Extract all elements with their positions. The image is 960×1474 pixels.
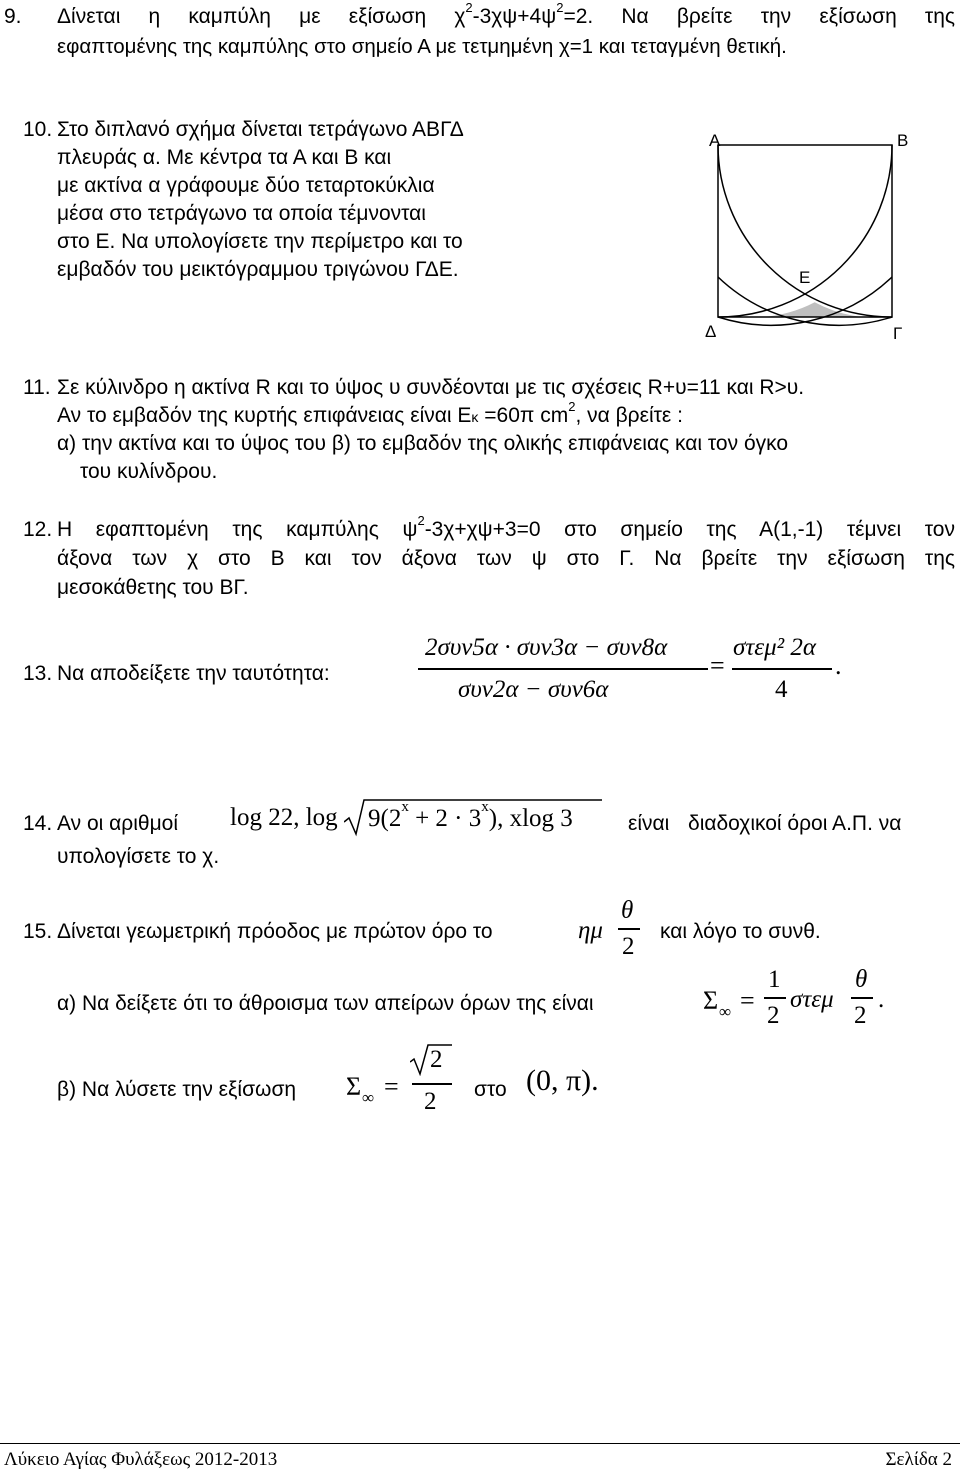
equals-sign: = bbox=[710, 651, 725, 680]
equals-sign: = bbox=[740, 986, 755, 1015]
problem-text-line: με ακτίνα α γράφουμε δύο τεταρτοκύκλια bbox=[57, 174, 435, 197]
problem-text-line: είναι bbox=[628, 812, 670, 835]
problem-number: 9. bbox=[4, 5, 22, 28]
fraction-denominator: 2 bbox=[767, 1002, 780, 1029]
problem-text-line: του κυλίνδρου. bbox=[80, 460, 218, 483]
problem-text-line: Στο διπλανό σχήμα δίνεται τετράγωνο ΑΒΓΔ bbox=[57, 118, 464, 141]
math-sigma: Σ bbox=[703, 986, 719, 1015]
problem-text-line: Σε κύλινδρο η ακτίνα R και το ύψος υ συνδέονται με τις σχέσεις R+υ=11 και R>υ. bbox=[57, 376, 805, 399]
math-expression: $9(2^x + 2 \cdot 3^x)$, xlog 3 bbox=[368, 799, 573, 832]
math-sigma: Σ bbox=[346, 1072, 362, 1101]
arc-a bbox=[718, 145, 892, 317]
vertex-label-b: Β bbox=[897, 131, 909, 150]
square-outline bbox=[718, 145, 892, 317]
problem-text-line: άξονα των χ στο Β και τον άξονα των ψ στο Γ. Να βρείτε την εξίσωση της bbox=[57, 547, 955, 570]
equals-sign: = bbox=[384, 1072, 399, 1101]
fraction-denominator: συν2α − συν6α bbox=[458, 676, 609, 703]
problem-text-line: υπολογίσετε το χ. bbox=[57, 845, 220, 868]
problem-text-line: α) την ακτίνα και το ύψος του β) το εμβαδόν της ολικής επιφάνειας και τον όγκο bbox=[57, 432, 789, 455]
math-two: 2 bbox=[622, 933, 635, 960]
fraction-bar bbox=[412, 1083, 452, 1085]
problem-text-line: στο bbox=[474, 1078, 507, 1101]
problem-text-line: Αν το εμβαδόν της κυρτής επιφάνειας είναι Εκ =60π $cm^2$, να βρείτε : bbox=[57, 399, 683, 427]
footer-page-number: Σελίδα 2 bbox=[885, 1449, 952, 1470]
period: . bbox=[835, 651, 842, 680]
fraction-denominator: 4 bbox=[775, 676, 788, 703]
math-expression: log 22, log bbox=[230, 804, 338, 831]
interval: (0, π). bbox=[526, 1064, 599, 1097]
problem-number: 11. bbox=[23, 376, 51, 399]
vertex-label-g: Γ bbox=[893, 324, 903, 343]
vertex-label-a: Α bbox=[709, 131, 721, 150]
problem-text-line: στο Ε. Να υπολογίσετε την περίμετρο και το bbox=[57, 230, 463, 253]
problem-text-line: Δίνεται γεωμετρική πρόοδος με πρώτον όρο το bbox=[57, 920, 493, 943]
math-stem: στεμ bbox=[790, 986, 834, 1013]
problem-number: 15. bbox=[23, 920, 53, 943]
problem-text-line: Να αποδείξετε την ταυτότητα: bbox=[57, 662, 330, 685]
problem-text-line: εμβαδόν του μεικτόγραμμου τριγώνου ΓΔΕ. bbox=[57, 258, 459, 281]
problem-number: 10. bbox=[23, 118, 53, 141]
fraction-bar bbox=[764, 997, 786, 999]
problem-number: 14. bbox=[23, 812, 53, 835]
period: . bbox=[878, 986, 885, 1013]
fraction-bar bbox=[418, 668, 708, 670]
fraction-bar bbox=[851, 997, 873, 999]
problem-text-line: εφαπτομένης της καμπύλης στο σημείο Α με τετμημένη χ=1 και τεταγμένη θετική. bbox=[57, 35, 787, 58]
math-eta: ημ bbox=[578, 917, 603, 944]
square-diagram bbox=[700, 125, 930, 345]
math-theta: θ bbox=[621, 897, 634, 924]
problem-text-line: β) Να λύσετε την εξίσωση bbox=[57, 1078, 297, 1101]
vertex-label-d: Δ bbox=[705, 322, 717, 341]
problem-text-line: και λόγο το συνθ. bbox=[660, 920, 821, 943]
fraction-numerator: 1 bbox=[768, 966, 781, 993]
problem-number: 12. bbox=[23, 518, 53, 541]
fraction-numerator: στεμ² 2α bbox=[733, 634, 817, 661]
fraction-numerator: θ bbox=[855, 966, 868, 993]
problem-text-line: πλευράς α. Με κέντρα τα Α και Β και bbox=[57, 146, 392, 169]
problem-text-line: Η εφαπτομένη της καμπύλης $\psi^2-3\chi+\chi\psi+3=0$ στο σημείο της Α(1,-1) τέμνει τον bbox=[57, 513, 955, 541]
problem-text-line: μεσοκάθετης του ΒΓ. bbox=[57, 576, 249, 599]
problem-text-line: μέσα στο τετράγωνο τα οποία τέμνονται bbox=[57, 202, 426, 225]
problem-text-line: διαδοχικοί όροι Α.Π. να bbox=[688, 812, 902, 835]
arc-b bbox=[718, 145, 892, 317]
problem-text-line: α) Να δείξετε ότι το άθροισμα των απείρων όρων της είναι bbox=[57, 992, 594, 1015]
math-infinity: ∞ bbox=[362, 1088, 375, 1107]
fraction-numerator: 2συν5α · συν3α − συν8α bbox=[425, 634, 668, 661]
point-label-e: Ε bbox=[799, 268, 811, 287]
problem-text-line: Αν οι αριθμοί bbox=[57, 812, 179, 835]
problem-text-line: Δίνεται η καμπύλη με εξίσωση $\chi^2-3\chi\psi+4\psi^2=2$. Να βρείτε την εξίσωση της bbox=[57, 0, 956, 28]
math-infinity: ∞ bbox=[719, 1002, 732, 1021]
problem-number: 13. bbox=[23, 662, 53, 685]
fraction-bar bbox=[618, 928, 640, 930]
footer-rule bbox=[0, 1443, 960, 1444]
fraction-numerator: 2 bbox=[430, 1046, 443, 1073]
footer-school: Λύκειο Αγίας Φυλάξεως 2012-2013 bbox=[4, 1449, 278, 1470]
fraction-denominator: 2 bbox=[424, 1088, 437, 1115]
fraction-bar bbox=[732, 668, 832, 670]
fraction-denominator: 2 bbox=[854, 1002, 867, 1029]
